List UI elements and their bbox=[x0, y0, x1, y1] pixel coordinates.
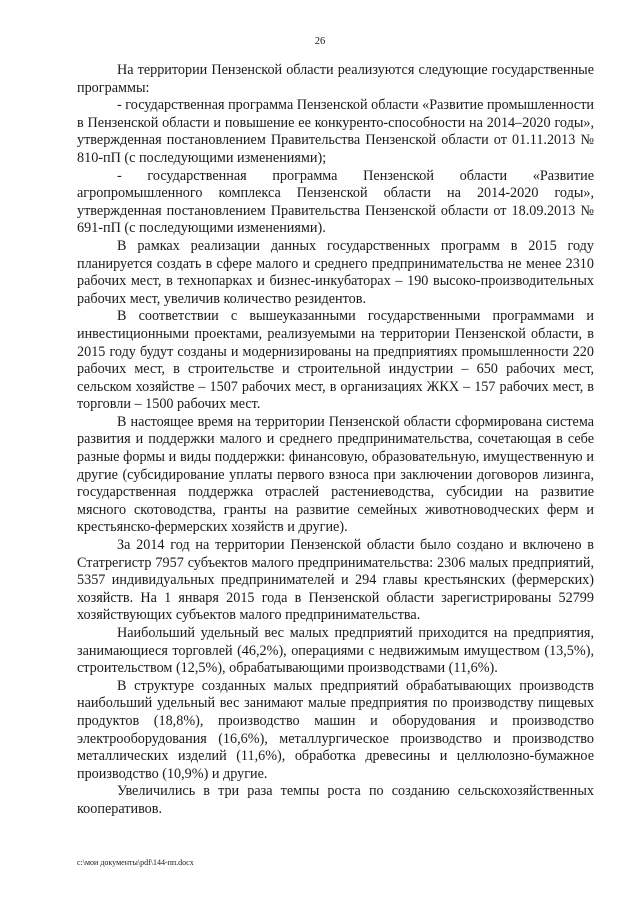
list-item-industry-program: - государственная программа Пензенской области «Развитие промышленности в Пензенской области и повышение ее конкуренто-способности на 2014–2020 годы», утвержденная постановлением Правительства Пензенской области от 01.11.2013 № 810-пП (с последующими изменениями); bbox=[77, 97, 594, 166]
paragraph-jobs-by-sector: В соответствии с вышеуказанными государственными программами и инвестиционными проектами, реализуемыми на территории Пензенской области, в 2015 году будут созданы и модернизированы на предприятиях промышленности 220 рабочих мест, в строительстве и строительной индустрии – 650 рабочих мест, сельском хозяйстве – 1507 рабочих мест, в организациях ЖКХ – 157 рабочих мест, в торговли – 1500 рабочих мест. bbox=[77, 308, 594, 413]
list-item-agro-program: - государственная программа Пензенской области «Развитие агропромышленного комплекса Пензенской области на 2014-2020 годы», утвержденная постановлением Правительства Пензенской области от 18.09.2013 № 691-пП (с последующими изменениями). bbox=[77, 167, 594, 237]
paragraph-programs-intro: На территории Пензенской области реализуются следующие государственные программы: bbox=[77, 62, 594, 96]
paragraph-statregister-2014: За 2014 год на территории Пензенской области было создано и включено в Статрегистр 7957 субъектов малого предпринимательства: 2306 малых предприятий, 5357 индивидуальных предпринимателей и 294 главы крестьянских (фермерских) хозяйств. На 1 января 2015 года в Пензенской области зарегистрированы 52799 хозяйствующих субъектов малого предпринимательства. bbox=[77, 537, 594, 624]
paragraph-support-system: В настоящее время на территории Пензенской области сформирована система развития и поддержки малого и среднего предпринимательства, сочетающая в себе разные формы и виды поддержки: финансовую, образовательную, имущественную и другие (субсидирование уплаты первого взноса при заключении договоров лизинга, государственная поддержка отраслей растениеводства, субсидии на развитие мясного скотоводства, гранты на развитие семейных животноводческих ферм и крестьянско-фермерских хозяйств и другие). bbox=[77, 413, 594, 536]
paragraph-sector-shares: Наибольший удельный вес малых предприятий приходится на предприятия, занимающиеся торговлей (46,2%), операциями с недвижимым имуществом (13,5%), строительством (12,5%), обрабатывающими производствами (11,6%). bbox=[77, 625, 594, 677]
paragraph-jobs-plan: В рамках реализации данных государственных программ в 2015 году планируется создать в сфере малого и среднего предпринимательства не менее 2310 рабочих мест, в технопарках и бизнес-инкубаторах – 190 высоко-производительных рабочих мест, увеличив количество резидентов. bbox=[77, 237, 594, 307]
footer-file-path: c:\мои документы\pdf\144-пп.docx bbox=[77, 858, 194, 867]
paragraph-cooperatives-growth: Увеличились в три раза темпы роста по созданию сельскохозяйственных кооперативов. bbox=[77, 783, 594, 817]
paragraph-manufacturing-structure: В структуре созданных малых предприятий обрабатывающих производств наибольший удельный вес занимают малые предприятия по производству пищевых продуктов (18,8%), производство машин и оборудования и производство электрооборудования (16,6%), металлургическое производство и производство металлических изделий (11,6%), обработка древесины и целлюлозно-бумажное производство (10,9%) и другие. bbox=[77, 677, 594, 782]
page-number: 26 bbox=[314, 36, 326, 47]
document-body bbox=[77, 62, 594, 819]
